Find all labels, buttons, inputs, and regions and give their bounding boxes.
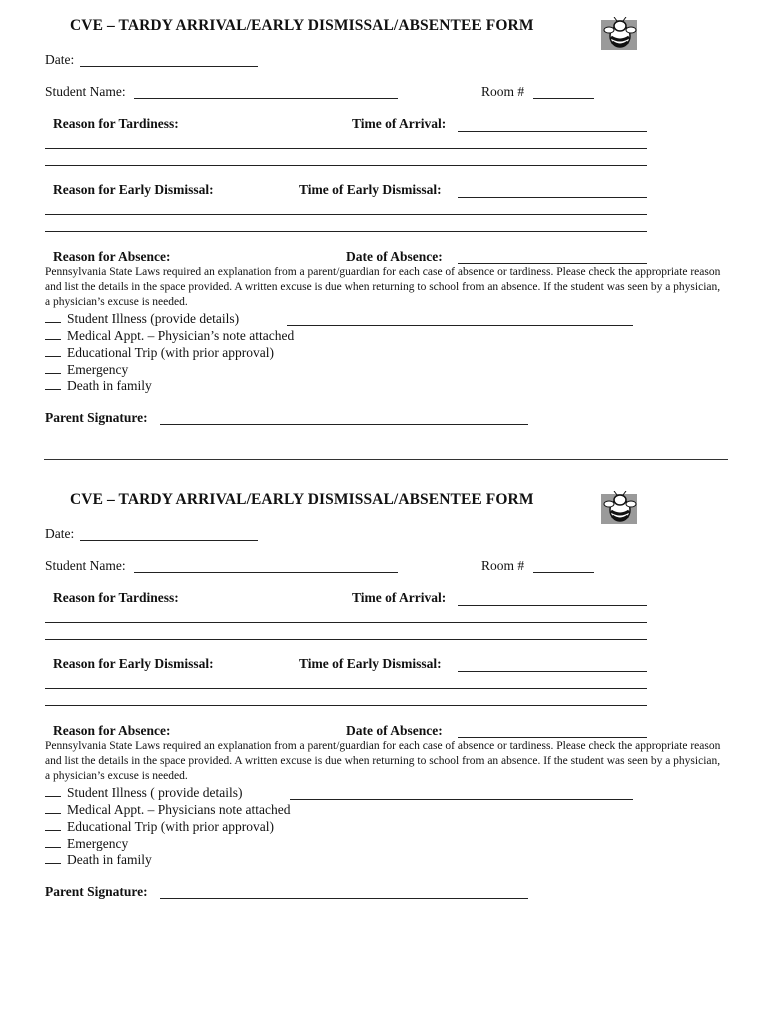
reason-early-dismissal-label: Reason for Early Dismissal:	[53, 656, 214, 671]
option-death-in-family[interactable]	[45, 377, 152, 394]
bee-mascot-icon	[600, 491, 638, 525]
parent-signature-label: Parent Signature:	[45, 884, 148, 899]
student-name-field[interactable]	[134, 572, 398, 573]
checkbox-blank[interactable]	[45, 784, 61, 797]
tardiness-reason-line[interactable]	[45, 622, 647, 623]
date-absence-label: Date of Absence:	[346, 723, 443, 738]
option-medical-appt[interactable]	[45, 801, 290, 818]
option-educational-trip[interactable]	[45, 818, 274, 835]
tardiness-reason-line[interactable]	[45, 639, 647, 640]
student-name-label: Student Name:	[45, 558, 126, 573]
checkbox-blank[interactable]	[45, 327, 61, 340]
checkbox-blank[interactable]	[45, 377, 61, 390]
date-label: Date:	[45, 52, 75, 67]
option-label: Medical Appt. – Physician’s note attached	[67, 328, 295, 343]
absentee-form-2	[0, 474, 770, 948]
reason-tardiness-label: Reason for Tardiness:	[53, 116, 179, 131]
option-label: Emergency	[67, 836, 129, 851]
option-student-illness[interactable]	[45, 784, 242, 801]
parent-signature-field[interactable]	[160, 898, 528, 899]
instructions-text: Pennsylvania State Laws required an explanation from a parent/guardian for each case of absence or tardiness. Please check the appropriate reason and list the details in the space provided. A written excuse is due when returning to school from an absence. If the student was seen by a physician, a physician’s excuse is needed.	[45, 266, 721, 308]
form-title: CVE – TARDY ARRIVAL/EARLY DISMISSAL/ABSENTEE FORM	[70, 17, 534, 34]
illness-details-field[interactable]	[287, 325, 633, 326]
early-dismissal-reason-line[interactable]	[45, 231, 647, 232]
reason-absence-label: Reason for Absence:	[53, 723, 171, 738]
student-name-label: Student Name:	[45, 84, 126, 99]
reason-early-dismissal-label: Reason for Early Dismissal:	[53, 182, 214, 197]
checkbox-blank[interactable]	[45, 818, 61, 831]
illness-details-field[interactable]	[290, 799, 633, 800]
checkbox-blank[interactable]	[45, 835, 61, 848]
time-arrival-label: Time of Arrival:	[352, 116, 447, 131]
tardiness-reason-line[interactable]	[45, 165, 647, 166]
form-divider	[44, 459, 728, 460]
option-label: Student Illness ( provide details)	[67, 785, 243, 800]
room-field[interactable]	[533, 98, 594, 99]
time-early-dismissal-field[interactable]	[458, 671, 647, 672]
date-absence-field[interactable]	[458, 737, 647, 738]
date-absence-field[interactable]	[458, 263, 647, 264]
option-label: Medical Appt. – Physicians note attached	[67, 802, 291, 817]
parent-signature-label: Parent Signature:	[45, 410, 148, 425]
time-early-dismissal-field[interactable]	[458, 197, 647, 198]
option-label: Death in family	[67, 378, 152, 393]
time-early-dismissal-label: Time of Early Dismissal:	[299, 182, 442, 197]
early-dismissal-reason-line[interactable]	[45, 688, 647, 689]
option-label: Educational Trip (with prior approval)	[67, 819, 274, 834]
checkbox-blank[interactable]	[45, 851, 61, 864]
option-label: Educational Trip (with prior approval)	[67, 345, 274, 360]
student-name-field[interactable]	[134, 98, 398, 99]
option-death-in-family[interactable]	[45, 851, 152, 868]
option-medical-appt[interactable]	[45, 327, 294, 344]
reason-absence-label: Reason for Absence:	[53, 249, 171, 264]
instructions-text: Pennsylvania State Laws required an explanation from a parent/guardian for each case of absence or tardiness. Please check the appropriate reason and list the details in the space provided. A written excuse is due when returning to school from an absence. If the student was seen by a physician, a physician’s excuse is needed.	[45, 740, 721, 782]
checkbox-blank[interactable]	[45, 801, 61, 814]
room-label: Room #	[481, 558, 525, 573]
date-field[interactable]	[80, 66, 258, 67]
checkbox-blank[interactable]	[45, 310, 61, 323]
option-label: Death in family	[67, 852, 152, 867]
early-dismissal-reason-line[interactable]	[45, 705, 647, 706]
option-emergency[interactable]	[45, 835, 128, 852]
option-label: Student Illness (provide details)	[67, 311, 240, 326]
form-title: CVE – TARDY ARRIVAL/EARLY DISMISSAL/ABSENTEE FORM	[70, 491, 534, 508]
option-emergency[interactable]	[45, 361, 128, 378]
time-early-dismissal-label: Time of Early Dismissal:	[299, 656, 442, 671]
date-field[interactable]	[80, 540, 258, 541]
parent-signature-field[interactable]	[160, 424, 528, 425]
date-absence-label: Date of Absence:	[346, 249, 443, 264]
room-field[interactable]	[533, 572, 594, 573]
time-arrival-field[interactable]	[458, 605, 647, 606]
date-label: Date:	[45, 526, 75, 541]
option-student-illness[interactable]	[45, 310, 239, 327]
early-dismissal-reason-line[interactable]	[45, 214, 647, 215]
tardiness-reason-line[interactable]	[45, 148, 647, 149]
checkbox-blank[interactable]	[45, 361, 61, 374]
checkbox-blank[interactable]	[45, 344, 61, 357]
bee-mascot-icon	[600, 17, 638, 51]
option-label: Emergency	[67, 362, 129, 377]
time-arrival-label: Time of Arrival:	[352, 590, 447, 605]
room-label: Room #	[481, 84, 525, 99]
time-arrival-field[interactable]	[458, 131, 647, 132]
reason-tardiness-label: Reason for Tardiness:	[53, 590, 179, 605]
absentee-form-1	[0, 0, 770, 474]
option-educational-trip[interactable]	[45, 344, 274, 361]
